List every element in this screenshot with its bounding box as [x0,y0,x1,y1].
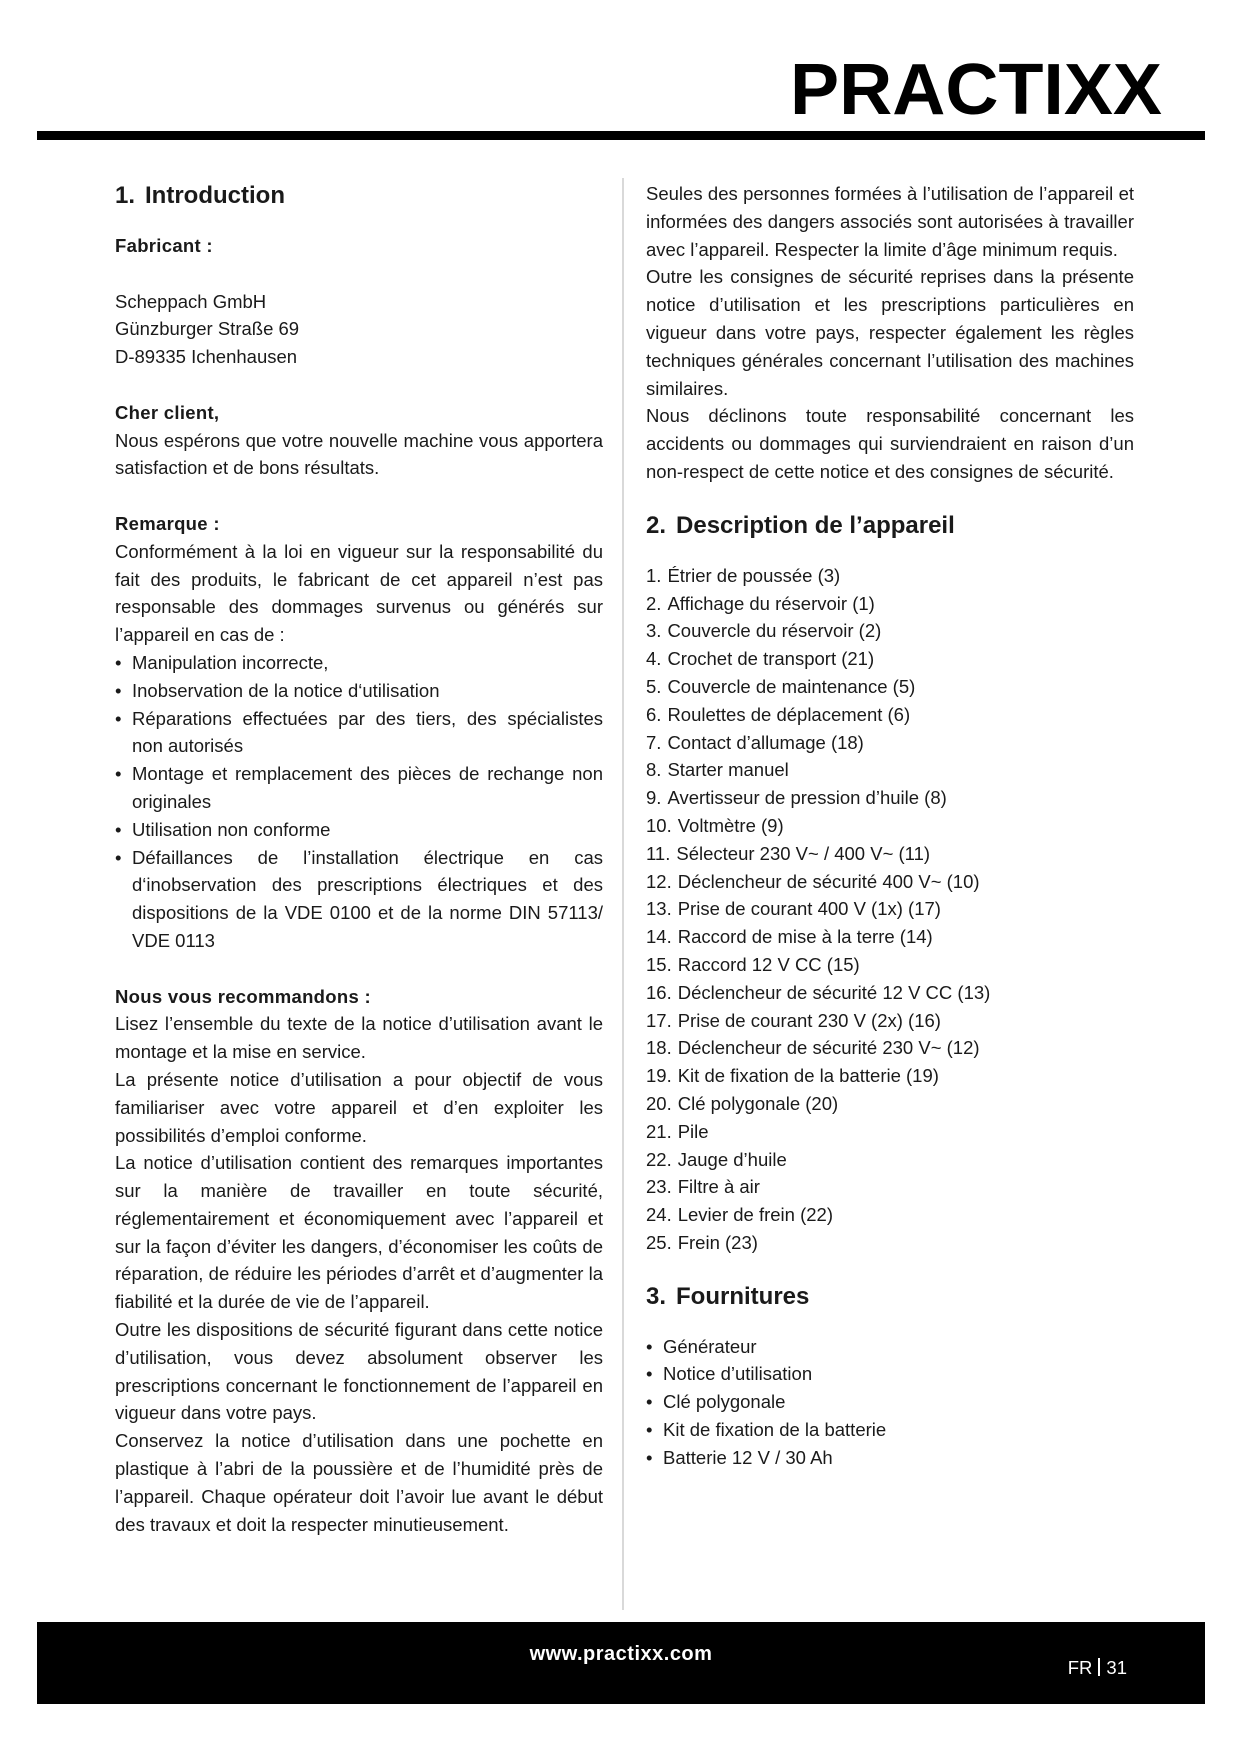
dear-customer-text: Nous espérons que votre nouvelle machine vous apportera satisfaction et de bons résultats. [115,429,603,479]
column-divider [622,178,624,1610]
manufacturer-label: Fabricant : [115,235,213,256]
list-item: 21. Pile [646,1120,709,1142]
brand-logo-text: PRACTIXX [790,52,1162,124]
list-item: 23. Filtre à air [646,1176,760,1198]
list-item: 24. Levier de frein (22) [646,1204,833,1226]
remark-list [115,649,603,955]
brand-logo [790,52,1165,124]
list-item: 19. Kit de fixation de la batterie (19) [646,1065,939,1087]
list-item: 7. Contact d’allumage (18) [646,731,864,753]
remark-text: Conformément à la loi en vigueur sur la responsabilité du fait des produits, le fabricant de cet appareil n’est pas responsable des dommages survenus ou générés sur l’appareil en cas de : [115,540,603,646]
safety-paragraph: Outre les consignes de sécurité reprises dans la présente notice d’utilisation et les prescriptions particulières en vigueur dans votre pays, respecter également les règles techniques générales concernant l’utilisation des machines similaires. [646,266,1134,399]
list-item: • Notice d’utilisation [646,1360,1134,1388]
section-heading-supplies: 3. Fournitures [646,1282,810,1310]
dear-customer-label: Cher client, [115,401,220,423]
header-rule [37,131,1205,140]
list-item: • Inobservation de la notice d‘utilisation [115,677,603,705]
description-list [646,562,1134,1257]
footer-url[interactable]: www.practixx.com [529,1643,713,1665]
list-item: 3. Couvercle du réservoir (2) [646,620,882,642]
page-footer [37,1622,1205,1704]
list-item: 5. Couvercle de maintenance (5) [646,675,916,697]
list-item: • Générateur [646,1333,1134,1361]
list-item: • Réparations effectuées par des tiers, des spécialistes non autorisés [115,705,603,761]
page-number [1068,1657,1127,1679]
list-item: • Montage et remplacement des pièces de rechange non originales [115,760,603,816]
list-item: 11. Sélecteur 230 V~ / 400 V~ (11) [646,842,931,864]
list-item: 17. Prise de courant 230 V (2x) (16) [646,1009,941,1031]
list-item: 20. Clé polygonale (20) [646,1092,839,1114]
address-line: Günzburger Straße 69 [115,318,300,340]
recommend-paragraph: Conservez la notice d’utilisation dans une pochette en plastique à l’abri de la poussière et de l’humidité près de l’appareil. Chaque opérateur doit l’avoir lue avant le début des travaux et doit la respecter minutieusement. [115,1430,603,1535]
page-num: 31 [1106,1657,1127,1678]
list-item: 15. Raccord 12 V CC (15) [646,953,860,975]
list-item: 18. Déclencheur de sécurité 230 V~ (12) [646,1037,980,1059]
list-item: 1. Étrier de poussée (3) [646,564,841,586]
list-item: 8. Starter manuel [646,759,789,781]
recommend-paragraph: Outre les dispositions de sécurité figurant dans cette notice d’utilisation, vous devez absolument observer les prescriptions concernant le fonctionnement de l’appareil en vigueur dans votre pays. [115,1319,603,1424]
recommend-paragraph: La notice d’utilisation contient des remarques importantes sur la manière de travailler en toute sécurité, réglementairement et économiquement avec l’appareil et sur la façon d’éviter les dangers, d’économiser les coûts de réparation, de réduire les périodes d’arrêt et d’augmenter la fiabilité et la durée de vie de l’appareil. [115,1152,603,1313]
list-item: • Batterie 12 V / 30 Ah [646,1444,1134,1472]
list-item: 22. Jauge d’huile [646,1148,787,1170]
right-column [646,180,1134,1472]
list-item: 2. Affichage du réservoir (1) [646,592,875,614]
list-item: 25. Frein (23) [646,1231,758,1253]
list-item: 12. Déclencheur de sécurité 400 V~ (10) [646,870,980,892]
address-line: Scheppach GmbH [115,290,267,312]
remark-label: Remarque : [115,512,220,534]
list-item: • Utilisation non conforme [115,816,603,844]
section-heading-description: 2. Description de l’appareil [646,511,955,539]
list-item: • Manipulation incorrecte, [115,649,603,677]
recommend-label: Nous vous recommandons : [115,985,371,1007]
supplies-list [646,1333,1134,1472]
list-item: 10. Voltmètre (9) [646,814,784,836]
safety-paragraph: Nous déclinons toute responsabilité concernant les accidents ou dommages qui surviendraient en raison d’un non-respect de cette notice et des consignes de sécurité. [646,405,1134,482]
address-line: D-89335 Ichenhausen [115,346,298,368]
list-item: 4. Crochet de transport (21) [646,648,875,670]
list-item: 14. Raccord de mise à la terre (14) [646,926,933,948]
list-item: 16. Déclencheur de sécurité 12 V CC (13) [646,981,991,1003]
language-code: FR [1067,1657,1093,1678]
manufacturer-address [115,288,603,371]
list-item: • Défaillances de l’installation électrique en cas d‘inobservation des prescriptions électriques et des dispositions de la VDE 0100 et de la norme DIN 57113/ VDE 0113 [115,844,603,955]
list-item: • Clé polygonale [646,1388,1134,1416]
section-heading-introduction: 1. Introduction [115,182,285,209]
list-item: 13. Prise de courant 400 V (1x) (17) [646,898,941,920]
safety-paragraph: Seules des personnes formées à l’utilisation de l’appareil et informées des dangers associés sont autorisées à travailler avec l’appareil. Respecter la limite d’âge minimum requis. [646,183,1134,260]
page-separator [1098,1658,1100,1676]
list-item: 9. Avertisseur de pression d’huile (8) [646,787,947,809]
recommend-paragraph: La présente notice d’utilisation a pour objectif de vous familiariser avec votre appareil et d’en exploiter les possibilités d’emploi conforme. [115,1068,603,1146]
recommend-paragraph: Lisez l’ensemble du texte de la notice d’utilisation avant le montage et la mise en service. [115,1013,603,1063]
left-column [115,180,603,1538]
list-item: • Kit de fixation de la batterie [646,1416,1134,1444]
list-item: 6. Roulettes de déplacement (6) [646,703,911,725]
